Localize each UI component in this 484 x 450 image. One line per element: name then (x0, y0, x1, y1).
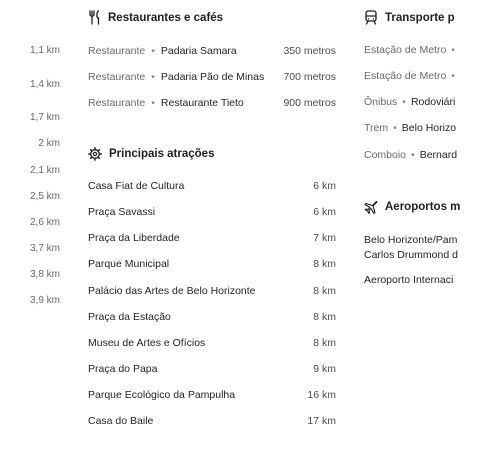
separator-dot: • (151, 45, 155, 57)
airports-heading (364, 200, 460, 214)
gear-icon (88, 147, 102, 161)
transport-type: Estação de Metro (364, 44, 447, 56)
attraction-distance: 17 km (307, 415, 336, 427)
distance-label: 2,6 km (29, 217, 60, 228)
distance-label: 1,7 km (29, 112, 60, 123)
attraction-distance: 6 km (313, 180, 336, 192)
attraction-row[interactable] (88, 258, 336, 270)
transport-name: Belo Horizo (401, 122, 457, 134)
distance-label: 3,7 km (29, 243, 60, 254)
attraction-distance: 8 km (313, 258, 336, 270)
attraction-distance: 8 km (313, 311, 336, 323)
distance-label: 2,5 km (29, 191, 60, 202)
distance-label: 2,1 km (29, 165, 60, 176)
attraction-name: Praça da Estação (88, 311, 171, 323)
attraction-name: Casa Fiat de Cultura (88, 180, 185, 192)
place-distance: 350 metros (283, 45, 336, 57)
attraction-row[interactable] (88, 337, 336, 349)
transport-type: Ônibus (364, 96, 398, 108)
transport-type: Trem (364, 122, 389, 134)
attraction-name: Praça da Liberdade (88, 232, 180, 244)
attraction-distance: 9 km (313, 363, 336, 375)
place-distance: 900 metros (283, 97, 336, 109)
section-title: Aeroportos m (385, 201, 461, 213)
separator-dot: • (402, 96, 406, 108)
attraction-row[interactable] (88, 363, 336, 375)
attraction-name: Parque Municipal (88, 258, 170, 270)
attraction-name: Parque Ecológico da Pampulha (88, 389, 236, 401)
place-name: Restaurante Tieto (160, 97, 244, 109)
separator-dot: • (451, 44, 455, 56)
place-type: Restaurante (88, 45, 146, 57)
place-name: Padaria Samara (160, 45, 237, 57)
attraction-name: Praça Savassi (88, 206, 156, 218)
separator-dot: • (151, 71, 155, 83)
transport-name: Rodoviári (410, 96, 456, 108)
airport-name-line: Aeroporto Internaci (364, 274, 454, 286)
restaurant-row[interactable] (88, 96, 336, 110)
distance-label: 1,4 km (29, 79, 60, 90)
airport-name-line: Belo Horizonte/Pam (364, 234, 458, 246)
attractions-heading (88, 147, 214, 161)
place-distance: 700 metros (283, 71, 336, 83)
transport-name: Bernard (419, 149, 458, 161)
transport-row[interactable] (364, 44, 460, 56)
separator-dot: • (451, 70, 455, 82)
attraction-row[interactable] (88, 285, 336, 297)
attraction-distance: 7 km (313, 232, 336, 244)
restaurants-heading (88, 10, 223, 25)
section-title: Restaurantes e cafés (108, 11, 224, 24)
airport-name-line: Carlos Drummond d (364, 249, 458, 261)
separator-dot: • (411, 149, 415, 161)
transport-type: Estação de Metro (364, 70, 447, 82)
train-icon (364, 10, 378, 25)
transport-row[interactable] (364, 70, 460, 82)
transport-row[interactable] (364, 149, 457, 161)
airplane-icon (364, 200, 378, 214)
distance-label: 1,1 km (29, 45, 60, 56)
place-name: Padaria Pão de Minas (160, 71, 265, 83)
section-title: Principais atrações (109, 148, 215, 160)
attraction-distance: 8 km (313, 337, 336, 349)
attraction-distance: 16 km (307, 389, 336, 401)
attraction-row[interactable] (88, 180, 336, 192)
fork-knife-icon (88, 10, 101, 25)
attraction-distance: 8 km (313, 285, 336, 297)
airport-item[interactable] (364, 233, 484, 263)
attraction-name: Praça do Papa (88, 363, 158, 375)
transport-heading (364, 10, 455, 25)
attraction-distance: 6 km (313, 206, 336, 218)
restaurant-row[interactable] (88, 44, 336, 58)
section-title: Transporte p (385, 11, 455, 24)
distance-label: 3,9 km (29, 295, 60, 306)
place-type: Restaurante (88, 71, 146, 83)
attraction-row[interactable] (88, 389, 336, 401)
airport-item[interactable] (364, 273, 484, 288)
distance-label: 3,8 km (29, 269, 60, 280)
transport-row[interactable] (364, 96, 455, 108)
separator-dot: • (151, 97, 155, 109)
separator-dot: • (393, 122, 397, 134)
attraction-row[interactable] (88, 415, 336, 427)
attraction-row[interactable] (88, 206, 336, 218)
place-type: Restaurante (88, 97, 146, 109)
attraction-name: Casa do Baile (88, 415, 154, 427)
attraction-name: Palácio das Artes de Belo Horizonte (88, 285, 256, 297)
attraction-row[interactable] (88, 311, 336, 323)
right-column (364, 0, 461, 450)
restaurant-row[interactable] (88, 70, 336, 84)
attraction-name: Museu de Artes e Ofícios (88, 337, 206, 349)
distance-label: 2 km (38, 138, 60, 149)
transport-type: Comboio (364, 149, 407, 161)
transport-row[interactable] (364, 122, 456, 134)
attraction-row[interactable] (88, 232, 336, 244)
